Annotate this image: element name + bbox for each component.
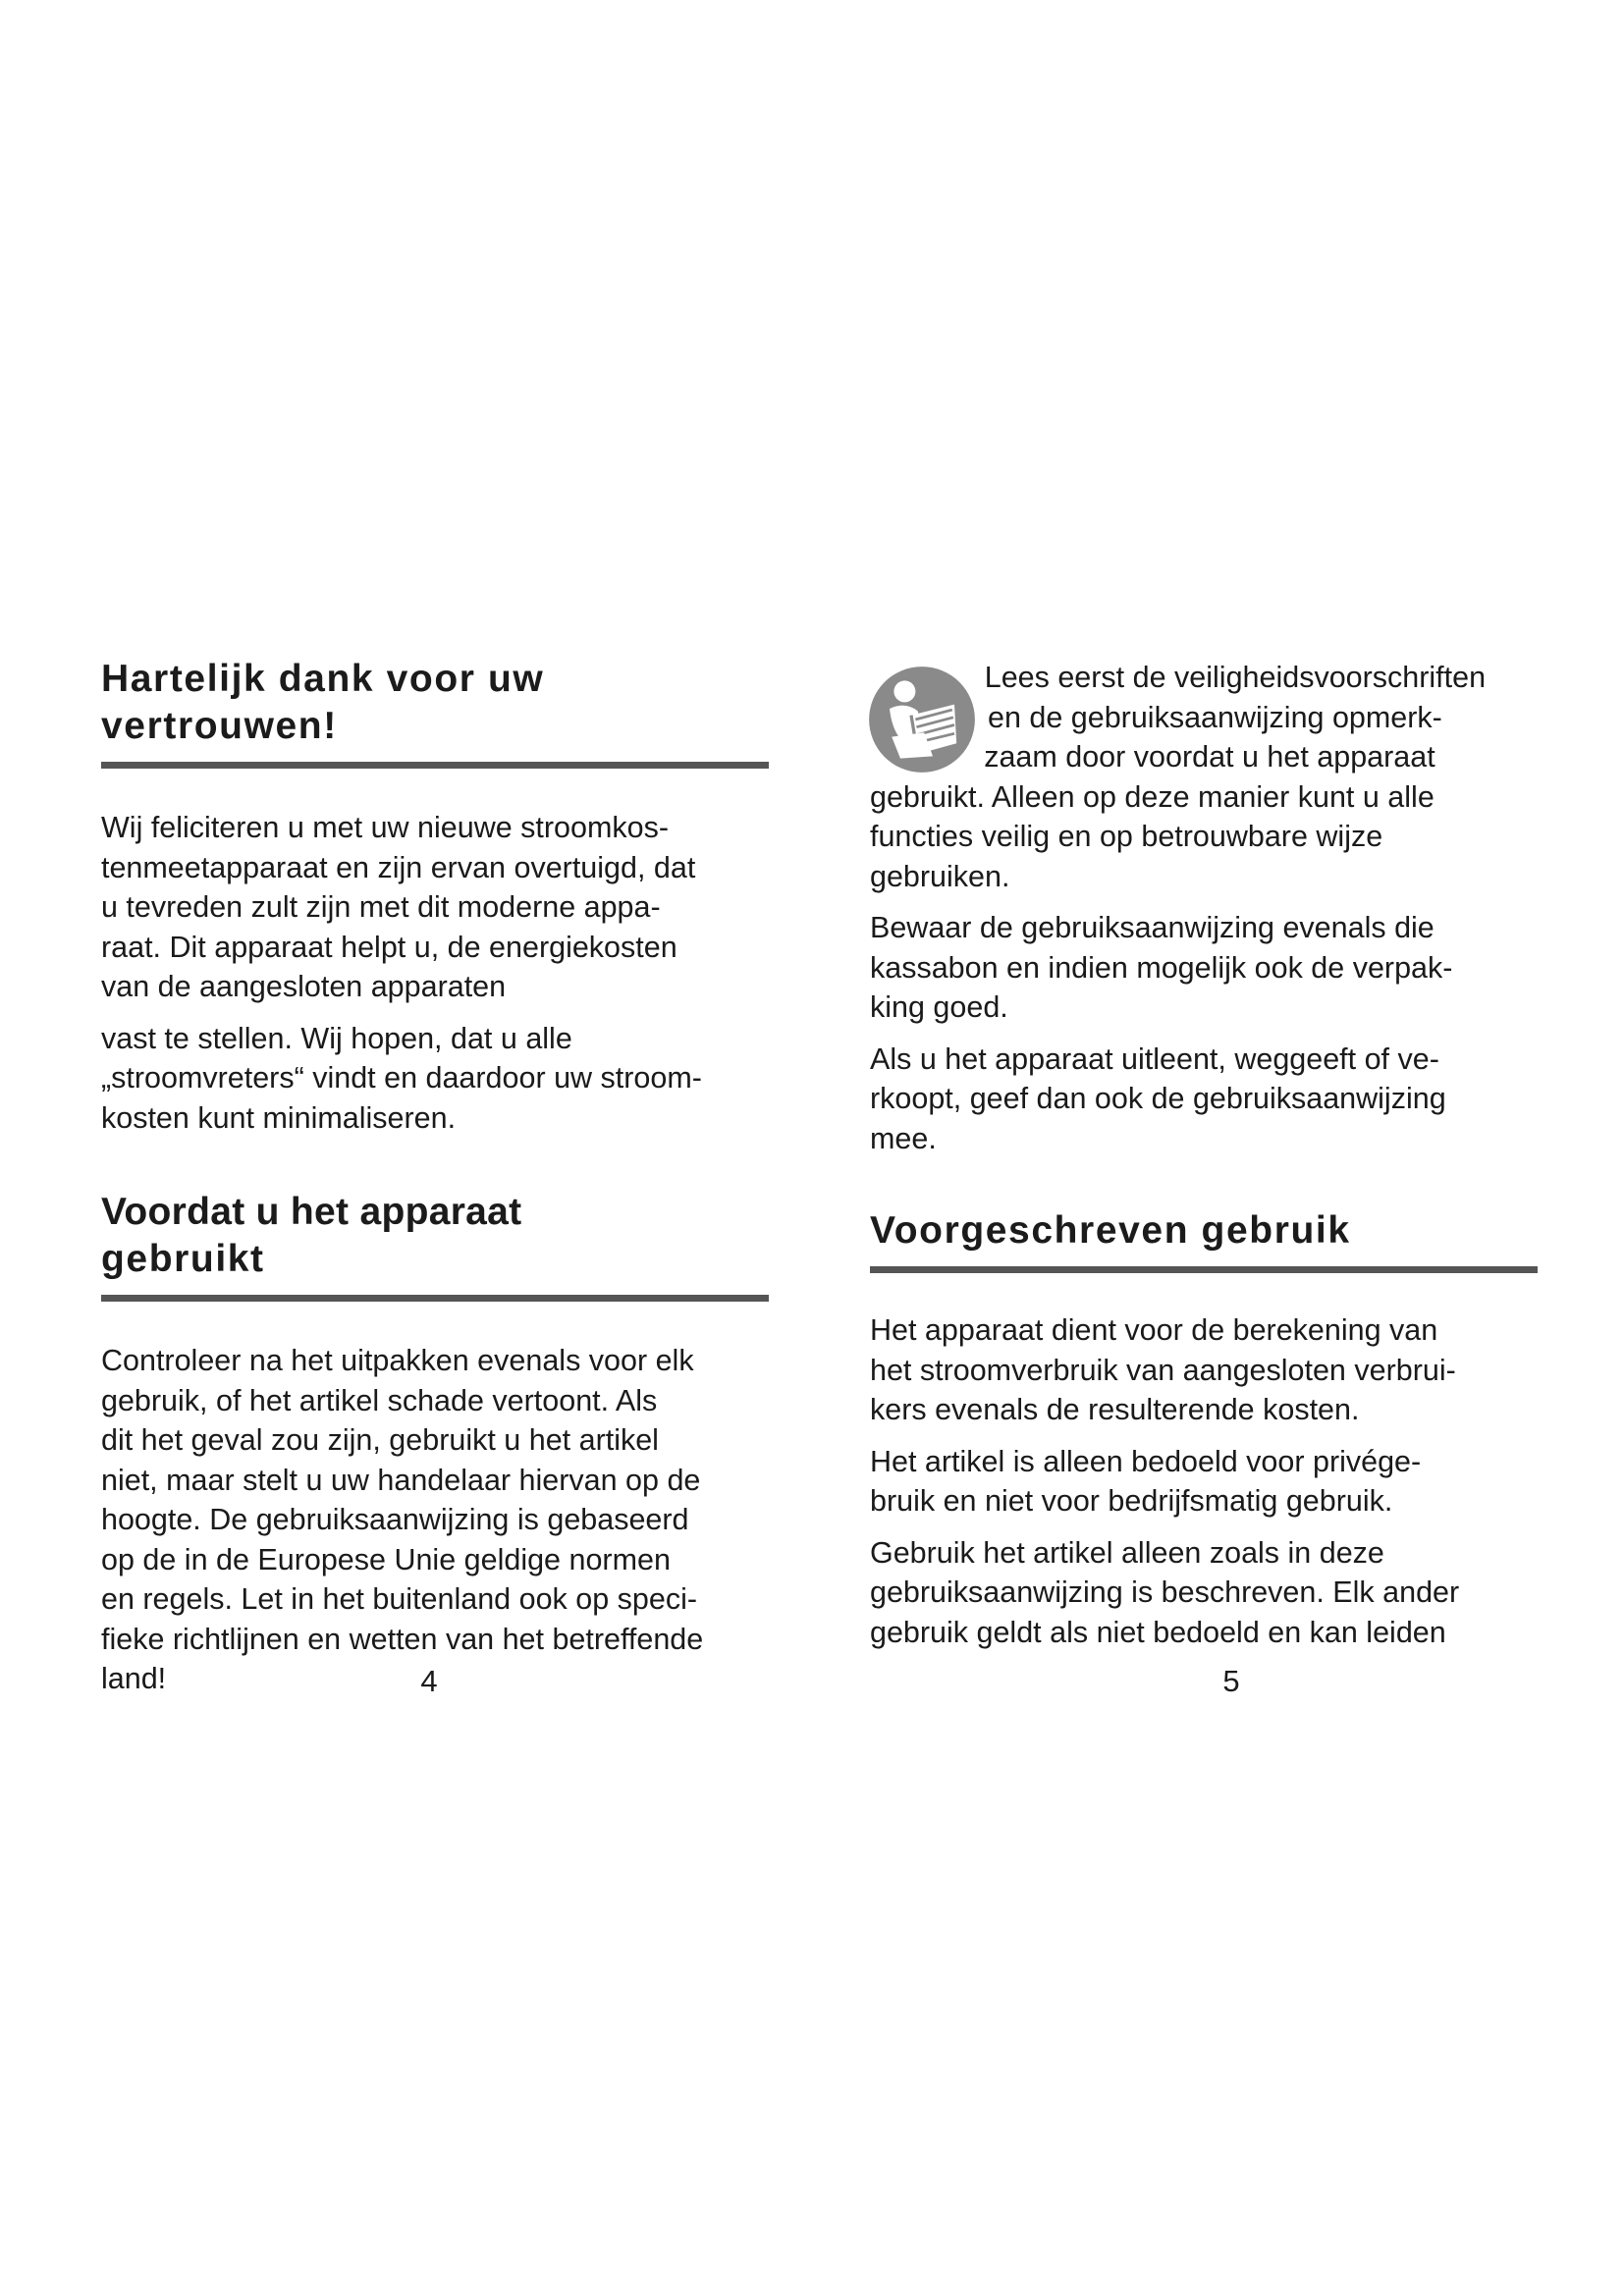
before-use-paragraph: Controleer na het uitpakken evenals voor elk gebruik, of het artikel schade vertoont. Als dit het geval zou zijn, gebruikt u het artikel niet, maar stelt u uw handelaar hiervan op de hoogte. De gebruiksaanwijzing is gebaseerd op de in de Europese Unie geldige normen en regels. Let in het buitenland ook op speci- fieke richtlijnen en wetten van het betreffende land! xyxy=(101,1344,704,1695)
heading-line: Voordat u het apparaat xyxy=(101,1191,522,1233)
heading-rule xyxy=(101,1295,769,1302)
heading-rule xyxy=(870,1266,1538,1273)
page-number: 5 xyxy=(1222,1664,1240,1698)
heading-line: vertrouwen! xyxy=(101,705,338,747)
intro-paragraph: Wij feliciteren u met uw nieuwe stroomkos- tenmeetapparaat en zijn ervan overtuigd, dat u tevreden zult zijn met dit moderne appa- raat. Dit apparaat helpt u, de energiekosten van de aangesloten apparaten xyxy=(101,811,696,1003)
heading-line: Hartelijk dank voor uw xyxy=(101,658,545,700)
heading-rule xyxy=(101,762,769,769)
right-page xyxy=(870,658,1538,1652)
keep-manual-paragraph: Bewaar de gebruiksaanwijzing evenals die kassabon en indien mogelijk ook de verpak- king goed. xyxy=(870,911,1453,1024)
left-page xyxy=(101,656,769,1699)
private-use-paragraph: Het artikel is alleen bedoeld voor privége- bruik en niet voor bedrijfsmatig gebruik. xyxy=(870,1444,1422,1518)
read-manual-icon xyxy=(868,666,976,774)
heading-line: gebruikt xyxy=(101,1238,265,1280)
page-number: 4 xyxy=(420,1664,438,1698)
heading-intended-use: Voorgeschreven gebruik xyxy=(870,1209,1351,1252)
notice-paragraph: Lees eerst de veiligheidsvoorschriften en de gebruiksaanwijzing opmerk- zaam door voordat u het apparaat gebruikt. Alleen op deze manier kunt u alle functies veilig en op betrouwbare wijze gebruiken. xyxy=(870,661,1487,893)
use-as-described-paragraph: Gebruik het artikel alleen zoals in deze gebruiksaanwijzing is beschreven. Elk ander gebruik geldt als niet bedoeld en kan leiden xyxy=(870,1535,1460,1649)
intended-use-paragraph: Het apparaat dient voor de berekening van het stroomverbruik van aangesloten verbrui- kers evenals de resulterende kosten. xyxy=(870,1313,1456,1426)
lend-paragraph: Als u het apparaat uitleent, weggeeft of ve- rkoopt, geef dan ook de gebruiksaanwijzing mee. xyxy=(870,1041,1446,1155)
heading-thanks xyxy=(101,656,769,750)
safety-notice xyxy=(870,658,1538,896)
heading-before-use xyxy=(101,1189,769,1283)
intro-paragraph-2: vast te stellen. Wij hopen, dat u alle „stroomvreters“ vindt en daardoor uw stroom- kosten kunt minimaliseren. xyxy=(101,1021,702,1135)
